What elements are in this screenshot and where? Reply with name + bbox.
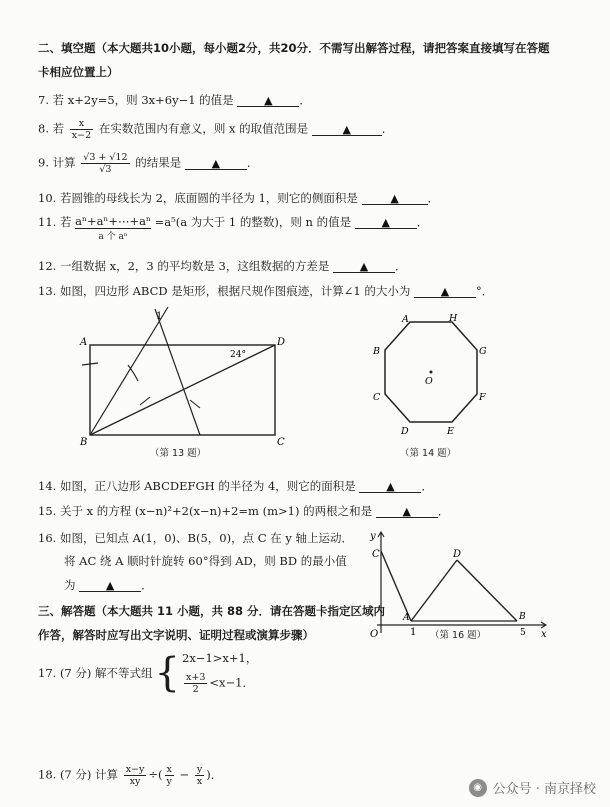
question-13: 13. 如图，四边形 ABCD 是矩形，根据尺规作图痕迹，计算∠1 的大小为 ▲ °．	[38, 284, 494, 298]
question-7: 7. 若 x+2y=5，则 3x+6y−1 的值是 ▲ ．	[38, 93, 311, 107]
section2-heading-line2: 卡相应位置上）	[38, 65, 119, 79]
answer-marker: ▲	[390, 192, 399, 205]
answer-blank	[185, 156, 247, 170]
label-a: A	[80, 337, 88, 348]
minus-sign: −	[175, 767, 193, 782]
question-12: 12. 一组数据 x，2，3 的平均数是 3，这组数据的方差是 ▲ ．	[38, 259, 407, 273]
inequality-2-post: <x−1．	[209, 675, 254, 690]
left-brace: {	[154, 649, 180, 696]
fraction-denominator: xy	[129, 776, 141, 787]
inequality-1: 2x−1>x+1，	[182, 651, 258, 665]
question-8-pre: 8. 若	[38, 121, 65, 136]
fraction-numerator: x	[165, 764, 174, 776]
figure-16-caption: （第 16 题）	[430, 630, 487, 641]
question-7-text: 7. 若 x+2y=5，则 3x+6y−1 的值是	[38, 93, 234, 107]
answer-marker: ▲	[359, 260, 369, 273]
question-13-text: 13. 如图，四边形 ABCD 是矩形，根据尺规作图痕迹，计算∠1 的大小为	[38, 284, 411, 298]
label-c: C	[277, 437, 285, 448]
label-1: 1	[410, 627, 417, 638]
center-point	[430, 371, 433, 374]
question-11-post: =a⁵(a 为大于 1 的整数)，则 n 的值是	[154, 215, 352, 229]
answer-blank	[376, 504, 438, 518]
segment-db	[457, 560, 517, 621]
fraction-numerator: y	[196, 764, 203, 775]
question-16-line2: 将 AC 绕 A 顺时针旋转 60°得到 AD，则 BD 的最小值	[64, 554, 347, 568]
label-b: B	[519, 612, 526, 622]
answer-blank	[362, 191, 428, 205]
fraction	[165, 764, 174, 787]
question-10: 10. 若圆锥的母线长为 2，底面圆的半径为 1，则它的侧面积是 ▲ ．	[38, 191, 440, 205]
answer-blank	[414, 284, 476, 298]
figure-13-caption: （第 13 题）	[150, 448, 207, 459]
label-y: y	[370, 531, 376, 542]
label-a: A	[402, 314, 409, 325]
label-e: E	[447, 426, 454, 437]
answer-marker: ▲	[381, 216, 390, 229]
label-c: C	[372, 549, 380, 560]
answer-marker: ▲	[105, 579, 115, 592]
watermark-text: 公众号 · 南京择校	[492, 782, 596, 797]
segment-ad	[411, 560, 457, 621]
divide-open-paren: ÷(	[148, 767, 163, 782]
answer-marker: ▲	[342, 122, 352, 136]
fraction-numerator: √3 + √12	[83, 152, 128, 163]
close-paren: )．	[206, 767, 223, 782]
answer-blank	[237, 93, 299, 107]
arc-mark	[128, 365, 138, 381]
wechat-icon: ◉	[469, 779, 487, 797]
fraction	[195, 764, 204, 787]
label-angle-24: 24°	[230, 350, 246, 360]
question-8-post: 在实数范围内有意义，则 x 的取值范围是	[98, 121, 309, 136]
answer-marker: ▲	[211, 156, 221, 170]
answer-blank	[355, 215, 417, 229]
label-b: B	[373, 346, 380, 357]
question-12-text: 12. 一组数据 x，2，3 的平均数是 3，这组数据的方差是	[38, 259, 330, 273]
answer-blank	[79, 578, 141, 592]
inequality-system	[182, 650, 257, 695]
fraction-denominator: 2	[192, 684, 199, 695]
underbrace-sum	[75, 214, 151, 242]
perpendicular-bisector	[155, 309, 200, 435]
fraction	[70, 118, 93, 141]
watermark	[469, 778, 596, 797]
question-16-line3: 为 ▲ ．	[64, 578, 153, 592]
fraction-numerator: x−y	[125, 764, 145, 775]
segment-ca	[381, 551, 411, 621]
figure-16	[365, 525, 550, 640]
fraction	[81, 152, 129, 175]
arc-mark	[140, 397, 150, 405]
label-c: C	[373, 392, 381, 403]
question-17	[38, 650, 257, 695]
question-18-pre: 18. (7 分) 计算	[38, 767, 119, 782]
question-8: 8. 若 $\frac{x}{x-2}$ 在实数范围内有意义，则 x 的取值范围是 ▲ ．	[38, 118, 394, 141]
question-14: 14. 如图，正八边形 ABCDEFGH 的半径为 4，则它的面积是 ▲ ．	[38, 479, 433, 493]
figure-14-caption: （第 14 题）	[400, 448, 457, 459]
answer-blank	[312, 122, 382, 136]
label-x: x	[541, 629, 547, 640]
answer-blank	[359, 479, 421, 493]
question-10-text: 10. 若圆锥的母线长为 2，底面圆的半径为 1，则它的侧面积是	[38, 191, 358, 205]
answer-marker: ▲	[440, 285, 450, 298]
question-15: 15. 关于 x 的方程 (x−n)²+2(x−n)+2=m (m>1) 的两根之和是 ▲ ．	[38, 504, 450, 518]
answer-blank	[333, 259, 395, 273]
arc-mark	[190, 400, 200, 408]
question-14-text: 14. 如图，正八边形 ABCDEFGH 的半径为 4，则它的面积是	[38, 479, 356, 493]
label-d: D	[453, 549, 462, 560]
label-g: G	[479, 346, 487, 357]
label-o: O	[425, 376, 433, 387]
fraction-numerator: x+3	[186, 672, 206, 683]
question-11-pre: 11. 若	[38, 215, 72, 229]
question-16-line3-text: 为	[64, 578, 76, 592]
question-9-post: 的结果是	[135, 155, 182, 170]
answer-marker: ▲	[402, 505, 411, 518]
figure-14	[365, 310, 495, 445]
section2-heading-line1: 二、填空题（本大题共10小题，每小题2分，共20分．不需写出解答过程，请把答案直接填写在答题	[38, 41, 550, 55]
underbrace-sum-terms: aⁿ+aⁿ+⋯+aⁿ	[75, 214, 152, 228]
figure-13	[70, 305, 300, 455]
fraction-denominator: y	[166, 776, 172, 787]
question-9-pre: 9. 计算	[38, 155, 76, 170]
fraction	[184, 672, 207, 695]
question-9: 9. 计算 $\frac{√3 + √12}{√3}$ 的结果是 ▲ ．	[38, 152, 259, 175]
fraction-numerator: x	[70, 118, 93, 130]
label-h: H	[449, 313, 458, 324]
section3-heading-line1: 三、解答题（本大题共 11 小题，共 88 分．请在答题卡指定区域内	[38, 604, 386, 618]
question-16-line1: 16. 如图，已知点 A(1，0)、B(5，0)，点 C 在 y 轴上运动．	[38, 531, 353, 545]
question-15-text: 15. 关于 x 的方程 (x−n)²+2(x−n)+2=m (m>1) 的两根之和是	[38, 504, 373, 518]
label-b: B	[80, 437, 88, 448]
inequality-2	[182, 672, 257, 695]
underbrace-label: a 个 aⁿ	[98, 232, 128, 242]
label-f: F	[479, 392, 486, 403]
fraction	[124, 764, 147, 787]
label-o: O	[370, 629, 379, 640]
answer-marker: ▲	[386, 480, 395, 493]
label-angle-1: 1	[156, 311, 163, 322]
question-17-pre: 17. (7 分) 解不等式组	[38, 665, 153, 680]
fraction-denominator: x	[196, 776, 203, 787]
answer-marker: ▲	[264, 94, 273, 107]
degree-unit: °	[476, 284, 482, 298]
label-d: D	[277, 337, 286, 348]
label-d: D	[401, 426, 409, 437]
question-18	[38, 764, 222, 787]
label-a: A	[403, 613, 410, 623]
fraction-denominator: √3	[99, 164, 112, 175]
label-5: 5	[520, 628, 526, 638]
question-11: 11. 若 aⁿ+aⁿ+⋯+aⁿ a 个 aⁿ =a⁵(a 为大于 1 的整数)，则 n 的值是 ▲ ．	[38, 214, 429, 242]
fraction-denominator: x−2	[71, 130, 92, 141]
section3-heading-line2: 作答，解答时应写出文字说明、证明过程或演算步骤）	[38, 628, 314, 642]
